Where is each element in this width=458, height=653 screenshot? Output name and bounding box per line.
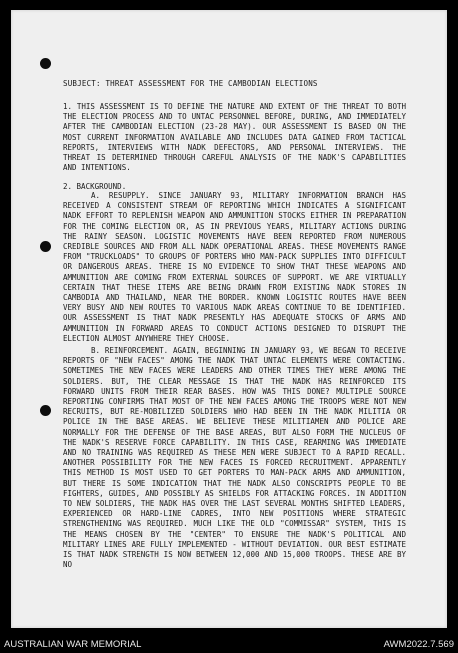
punch-hole [40, 58, 51, 69]
paragraph-1: 1. THIS ASSESSMENT IS TO DEFINE THE NATURE AND EXTENT OF THE THREAT TO BOTH THE ELECTION PROCESS AND TO UNTAC PERSONNEL BEFORE, DURING, AND IMMEDIATELY AFTER THE CAMBODIAN ELECTION (23-28 MAY). OUR ASSESSMENT IS BASED ON THE MOST CURRENT INFORMATION AVAILABLE AND INCLUDES DATA GAINED FROM TACTICAL REPORTS, INTERVIEWS WITH NADK DEFECTORS, AND PERSONAL INTERVIEWS. THE THREAT IS DETERMINED THROUGH CAREFUL ANALYSIS OF THE NADK'S CAPABILITIES AND INTENTIONS. [63, 102, 406, 173]
paragraph-resupply: A. RESUPPLY. SINCE JANUARY 93, MILITARY INFORMATION BRANCH HAS RECEIVED A CONSISTENT STREAM OF REPORTING WHICH INDICATES A SIGNIFICANT NADK EFFORT TO REPLENISH WEAPON AND AMMUNITION STOCKS EITHER IN PREPARATION FOR THE COMING ELECTION OR, AS IN PREVIOUS YEARS, MILITARY ACTIONS DURING THE RAINY SEASON. LOGISTIC MOVEMENTS HAVE BEEN REPORTED FROM NUMEROUS CREDIBLE SOURCES AND FROM ALL NADK OPERATIONAL AREAS. THESE MOVEMENTS RANGE FROM "TRUCKLOADS" TO GROUPS OF PORTERS WHO MAN-PACK SUPPLIES INTO DIFFICULT OR DANGEROUS AREAS. THERE IS NO EVIDENCE TO SHOW THAT THESE WEAPONS AND AMMUNITION ARE COMING FROM EXTERNAL SOURCES OF SUPPORT. WE ARE VIRTUALLY CERTAIN THAT THESE ITEMS ARE BEING DRAWN FROM EXISTING NADK STORES IN CAMBODIA AND THAILAND, NEAR THE BORDER. KNOWN LOGISTIC ROUTES HAVE BEEN VERY BUSY AND NEW ROUTES TO VARIOUS NADK AREAS CONTINUE TO BE IDENTIFIED. OUR ASSESSMENT IS THAT NADK PRESENTLY HAS ADEQUATE STOCKS OF ARMS AND AMMUNITION IN FORWARD AREAS TO CONDUCT ACTIONS DESIGNED TO DISRUPT THE ELECTION ALMOST ANYWHERE THEY CHOOSE. [63, 191, 406, 343]
subject-line: SUBJECT: THREAT ASSESSMENT FOR THE CAMBODIAN ELECTIONS [63, 79, 318, 88]
paragraph-reinforcement: B. REINFORCEMENT. AGAIN, BEGINNING IN JANUARY 93, WE BEGAN TO RECEIVE REPORTS OF "NEW FACES" AMONG THE NADK THAT UNTAC ELEMENTS WERE CONTACTING. SOMETIMES THE NEW FACES WERE LEADERS AND OTHER TIMES THEY WERE AMONG THE SOLDIERS. BUT, THE CLEAR MESSAGE IS THAT THE NADK HAS REINFORCED ITS FORWARD UNITS FROM THEIR REAR BASES. HOW WAS THIS DONE? MULTIPLE SOURCE REPORTING CONFIRMS THAT MOST OF THE NEW FACES AMONG THE TROOPS WERE NOT NEW RECRUITS, BUT RE-MOBILIZED SOLDIERS WHO HAD BEEN IN THE NADK MILITIA OR POLICE IN THE BASE AREAS. WE BELIEVE THESE MILITIAMEN AND POLICE ARE NORMALLY FOR THE DEFENSE OF THE BASE AREAS, BUT ALSO FORM THE NUCLEUS OF THE NADK'S RESERVE FORCE CAPABILITY. IN THIS CASE, REARMING WAS IMMEDIATE AND NO TRAINING WAS REQUIRED AS THESE MEN WERE SUBJECT TO A RAPID RECALL. ANOTHER POSSIBILITY FOR THE NEW FACES IS FORCED RECRUITMENT. APPARENTLY THIS METHOD IS MOST USED TO GET PORTERS TO MAN-PACK ARMS AND AMMUNITION, BUT THERE IS SOME INDICATION THAT THE NADK ALSO CONSCRIPTS PEOPLE TO BE FIGHTERS, GUIDES, AND POSSIBLY AS SHIELDS FOR ATTACKING FORCES. IN ADDITION TO NEW SOLDIERS, THE NADK HAS OVER THE LAST SEVERAL MONTHS SHIFTED LEADERS, EXPERIENCED OR HARD-LINE CADRES, INTO NEW POSITIONS WHERE STRATEGIC STRENGTHENING WAS REQUIRED. MUCH LIKE THE OLD "COMMISSAR" SYSTEM, THIS IS THE MEANS CHOSEN BY THE "CENTER" TO ENSURE THE NADK'S POLITICAL AND MILITARY LINES ARE FULLY IMPLEMENTED - WITHOUT DEVIATION. OUR BEST ESTIMATE IS THAT NADK STRENGTH IS NOW BETWEEN 12,000 AND 15,000 TROOPS. THESE ARE BY NO [63, 346, 406, 570]
punch-hole [40, 405, 51, 416]
footer-reference: AWM2022.7.569 [383, 639, 454, 650]
document-page [11, 10, 447, 628]
archive-footer [0, 636, 458, 653]
punch-hole [40, 241, 51, 252]
footer-institution: AUSTRALIAN WAR MEMORIAL [4, 639, 142, 650]
section-heading-background: 2. BACKGROUND. [63, 182, 127, 191]
